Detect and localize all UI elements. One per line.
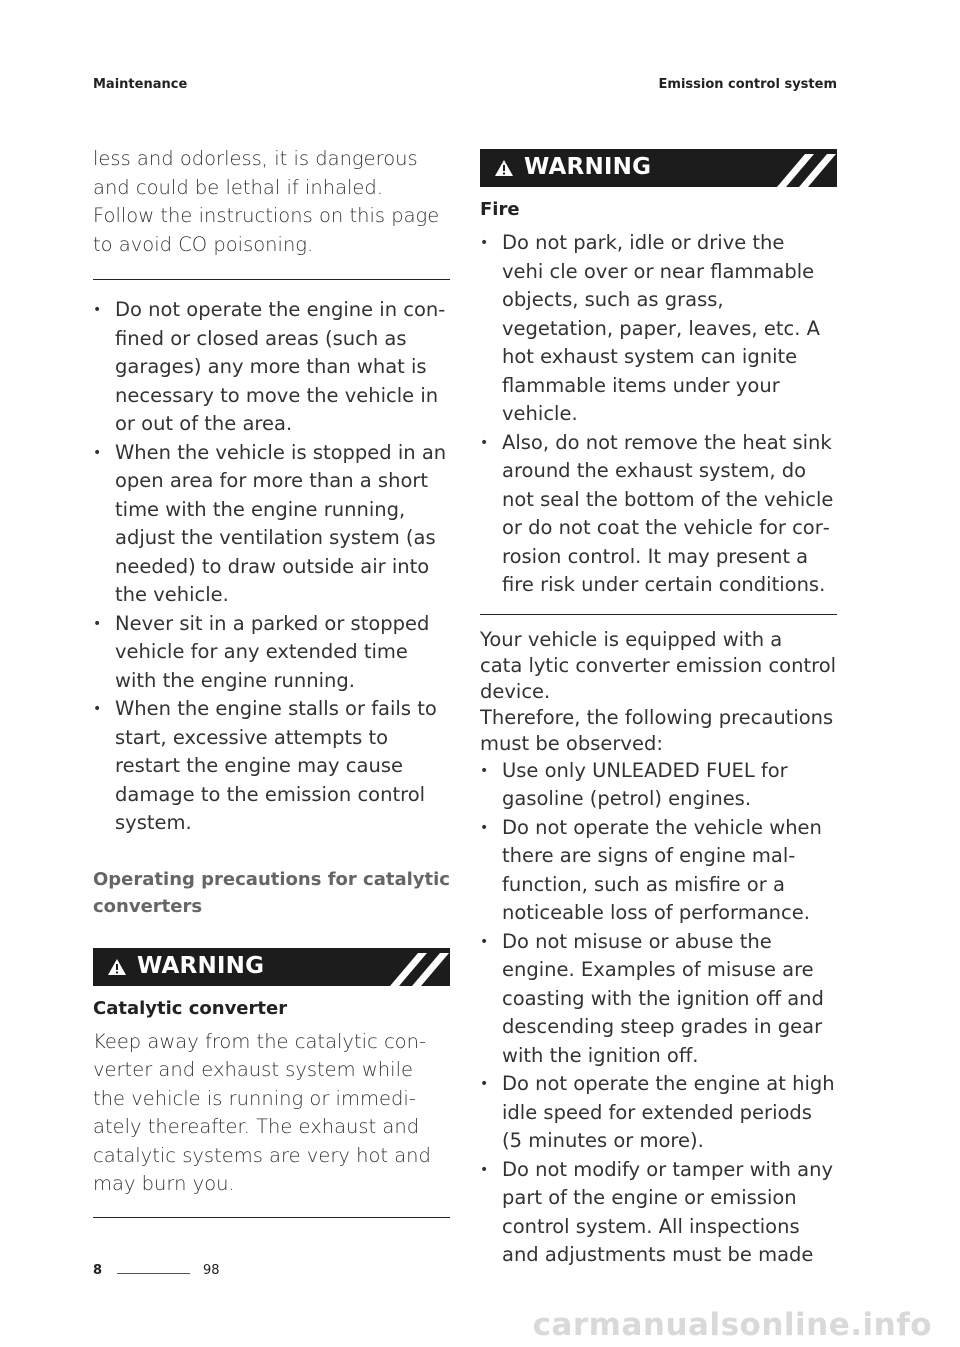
running-header-section: Maintenance (93, 77, 188, 92)
page-number: 98 (203, 1263, 220, 1278)
warning-triangle-icon (494, 158, 514, 178)
precautions-intro: Therefore, the following precautions must be observed: (480, 705, 834, 755)
warning-banner (480, 149, 837, 187)
warning-title: Fire (480, 199, 520, 220)
list-item: • Do not misuse or abuse the engine. Examples of misuse are coasting with the ignition off and descending steep grades in gear with the ignition off. (480, 928, 837, 1071)
list-item: • Do not park, idle or drive the vehi cle over or near flammable objects, such as grass, vegetation, paper, leaves, etc. A hot exhaust system can ignite flammable items under your vehicle. (480, 229, 837, 429)
footer-divider (117, 1273, 190, 1274)
section-heading: Operating precautions for catalytic converters (93, 868, 450, 917)
list-item: • Do not operate the engine in con fined or closed areas (such as garages) any more than what is necessary to move the vehicle in or out of the area. (93, 296, 450, 439)
warning-triangle-icon (107, 957, 127, 977)
slash-stripes-icon (777, 149, 837, 187)
list-item: • Do not modify or tamper with any part of the engine or emission control system. All inspections and adjustments must be made (480, 1156, 837, 1270)
warning-label: WARNING (524, 154, 652, 180)
list-item: • Never sit in a parked or stopped vehicle for any extended time with the engine running. (93, 610, 450, 696)
left-column (93, 145, 450, 1218)
list-item: • Do not operate the vehicle when there are signs of engine mal function, such as misfire or a noticeable loss of performance. (480, 814, 837, 928)
warning-banner (93, 948, 450, 986)
list-item: • When the vehicle is stopped in an open area for more than a short time with the engine running, adjust the ventilation system (as needed) to draw outside air into the vehicle. (93, 439, 450, 610)
co-precautions-list (93, 296, 450, 838)
list-item: • Do not operate the engine at high idle speed for extended periods (5 minutes or more). (480, 1070, 837, 1156)
list-item: • When the engine stalls or fails to start, excessive attempts to restart the engine may cause damage to the emission control system. (93, 695, 450, 838)
divider (480, 614, 837, 615)
running-header-topic: Emission control system (658, 77, 837, 92)
watermark (0, 1299, 960, 1347)
slash-stripes-icon (390, 948, 450, 986)
watermark-text: carmanualsonline.info (532, 1307, 932, 1343)
chapter-number: 8 (93, 1263, 103, 1278)
warning-label: WARNING (137, 952, 265, 979)
warning-title: Catalytic converter (93, 997, 288, 1019)
divider (93, 279, 450, 280)
warning-body: Keep away from the catalytic con verter and exhaust system while the vehicle is running or immedi ately thereafter. The exhaust and catalytic systems are very hot and may burn you. (93, 1029, 431, 1195)
right-column (480, 149, 837, 1270)
intro-paragraph: less and odorless, it is dangerous and could be lethal if inhaled. Follow the instructions on this page to avoid CO poisoning. (93, 147, 440, 256)
list-item: • Also, do not remove the heat sink around the exhaust system, do not seal the bottom of the vehicle or do not coat the vehicle for cor rosion control. It may present a fire risk under certain conditions. (480, 429, 837, 600)
fire-warning-list (480, 229, 837, 600)
list-item: • Use only UNLEADED FUEL for gasoline (petrol) engines. (480, 757, 837, 814)
catalytic-precautions-list (480, 757, 837, 1270)
catalytic-intro: Your vehicle is equipped with a cata lytic converter emission control device. (480, 627, 837, 703)
divider (93, 1217, 450, 1218)
